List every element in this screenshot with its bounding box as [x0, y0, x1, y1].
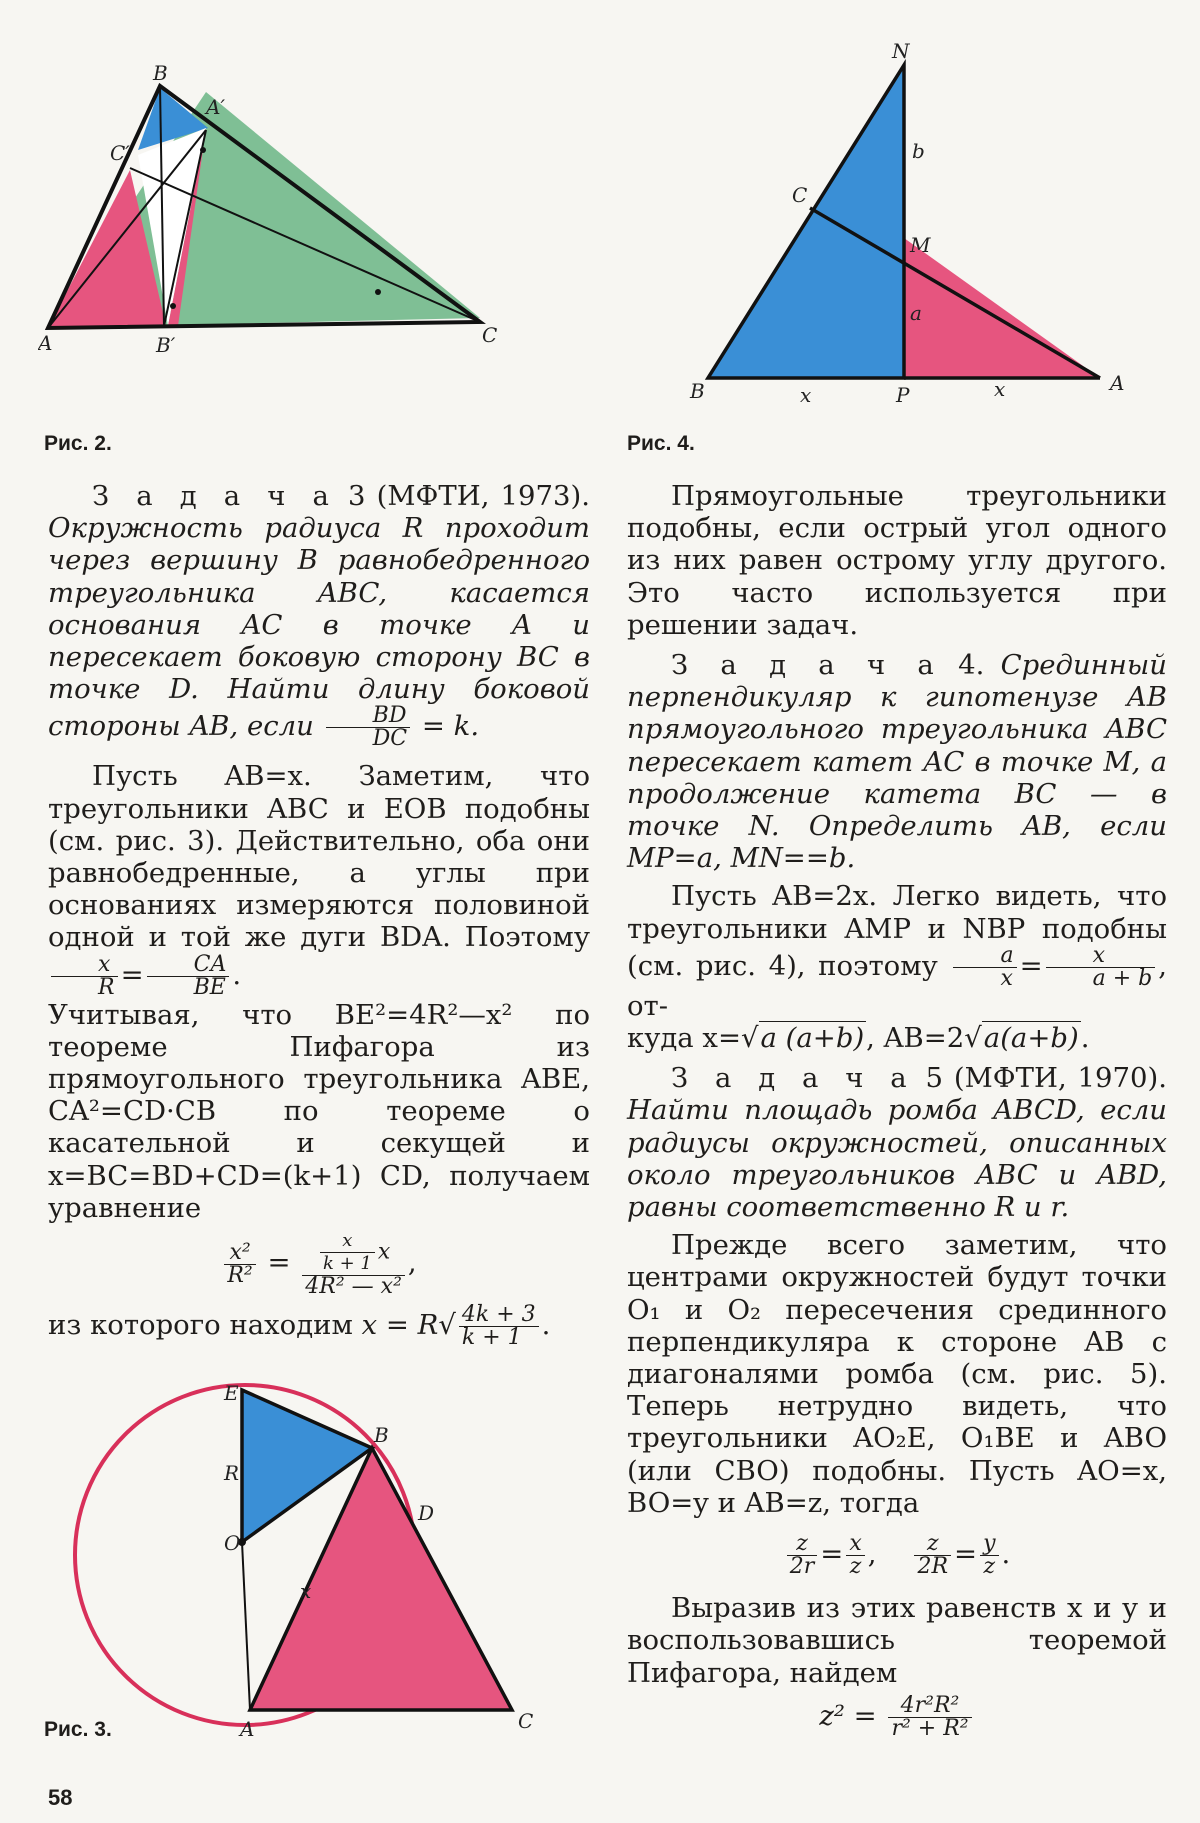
fig4-label-b-seg: b — [912, 139, 925, 163]
fig3-label-e: E — [224, 1381, 239, 1405]
problem3-fraction: $\frac{BD}{DC}$ — [326, 705, 410, 750]
problem-4: З а д а ч а 4. Срединный перпендикуляр к гипотенузе AB прямоугольного треугольника ABC пересекает катет AC в точке M, а продолжение катета BC — в точке N. Определить AB, если MP=a, MN==b. — [627, 649, 1167, 875]
intro-paragraph: Прямоугольные треугольники подобны, если острый угол одного из них равен острому углу другого. Это часто используется при решении задач. — [627, 480, 1167, 641]
fig2-label-a: A — [38, 331, 53, 355]
problem-5: З а д а ч а 5 (МФТИ, 1970). Найти площадь ромба ABCD, если радиусы окружностей, описанных около треугольников ABC и ABD, равны соответственно R и r. — [627, 1062, 1167, 1224]
fig4-caption: Рис. 4. — [627, 432, 695, 455]
fig3-label-x: x — [300, 1579, 312, 1603]
final-formula: z² = $\frac{\text{4r²R²}}{\text{r² + R²}}$ — [627, 1695, 1167, 1740]
fig4-pink-triangle — [904, 238, 1100, 378]
figure-4 — [680, 40, 1150, 410]
fig3-label-d: D — [418, 1501, 435, 1525]
fig2-label-b: B — [153, 61, 168, 85]
fig3-label-o: O — [224, 1531, 241, 1555]
figure-3 — [60, 1360, 540, 1780]
fig4-label-p: P — [896, 383, 910, 407]
fig4-label-b: B — [690, 379, 705, 403]
fig4-label-x2: x — [994, 377, 1006, 401]
fig2-label-c1: C′ — [110, 141, 130, 165]
fig4-label-a-seg: a — [910, 301, 922, 325]
fig3-label-a: A — [240, 1717, 255, 1741]
fig3-label-r: R — [224, 1461, 240, 1485]
fig2-label-a1: A′ — [206, 95, 225, 119]
solution-5: Прежде всего заметим, что центрами окружностей будут точки O₁ и O₂ пересечения срединного перпендикуляра к стороне AB с диагоналями ромба (см. рис. 5). Теперь нетрудно видеть, что треугольники AO₂E, O₁BE и ABO (или CBO) подобны. Пусть AO=x, BO=y и AB=z, тогда — [627, 1229, 1167, 1519]
page-number: 58 — [48, 1785, 73, 1810]
solution-3-answer: из которого находим x = R√ $\frac{4k + 3}{k + 1}$ . — [48, 1302, 551, 1351]
solution-3-part2: Учитывая, что BE²=4R²—x² по теореме Пифагора из прямоугольного треугольника ABE, CA²=CD·CB по теореме о касательной и секущей и x=BC=BD+CD=(k+1) CD, получаем уравнение — [48, 998, 590, 1224]
fig4-label-a: A — [1110, 371, 1125, 395]
fig3-label-c: C — [518, 1709, 534, 1733]
equation-5: $\frac{z}{2r}$ = $\frac{x}{z}$ , $\frac{z}{2R}$ = $\frac{y}{z}$ . — [627, 1533, 1167, 1578]
fig2-caption: Рис. 2. — [44, 432, 112, 455]
fig4-label-c: C — [792, 183, 808, 207]
fig4-label-n: N — [892, 40, 910, 63]
equation-1: $\frac{\text{x²}}{\text{R²}}$ = $\frac{x}{k + 1}$ x 4R² — x² , — [48, 1230, 590, 1298]
fig4-label-x1: x — [800, 383, 812, 407]
fig3-label-b: B — [374, 1423, 389, 1447]
left-column — [48, 480, 590, 1349]
solution-4: Пусть AB=2x. Легко видеть, что треугольники AMP и NBP подобны (см. рис. 4), поэтому $\frac{a}{x}$ = $\frac{x}{a + b}$ , от- — [627, 880, 1167, 1022]
solution-6: Выразив из этих равенств x и y и воспользовавшись теоремой Пифагора, найдем — [627, 1592, 1167, 1689]
fig3-caption: Рис. 3. — [44, 1718, 112, 1741]
solution-3-part1: Пусть AB=x. Заметим, что треугольники ABC и EOB подобны (см. рис. 3). Действительно, оба они равнобедренные, а углы при основаниях измеряются половиной одной и той же дуги BDA. Поэтому $\frac{x}{R}$ = $\frac{CA}{BE}$ . — [48, 760, 590, 1000]
solution-4-answer: куда x=√a (a+b), AB=2√a(a+b). — [627, 1022, 1090, 1055]
figure-2 — [38, 60, 578, 410]
problem-3: З а д а ч а 3 (МФТИ, 1973). Окружность радиуса R проходит через вершину B равнобедренного треугольника ABC, касается основания AC в точке A и пересекает боковую сторону BC в точке D. Найти длину боковой стороны AB, если $\frac{BD}{DC}$ = k. — [48, 480, 590, 752]
fig2-label-c: C — [482, 323, 498, 347]
right-column — [627, 480, 1167, 1746]
fig3-radius — [242, 1542, 250, 1710]
fig4-label-m: M — [910, 233, 931, 257]
fig2-label-b1: B′ — [156, 333, 176, 357]
